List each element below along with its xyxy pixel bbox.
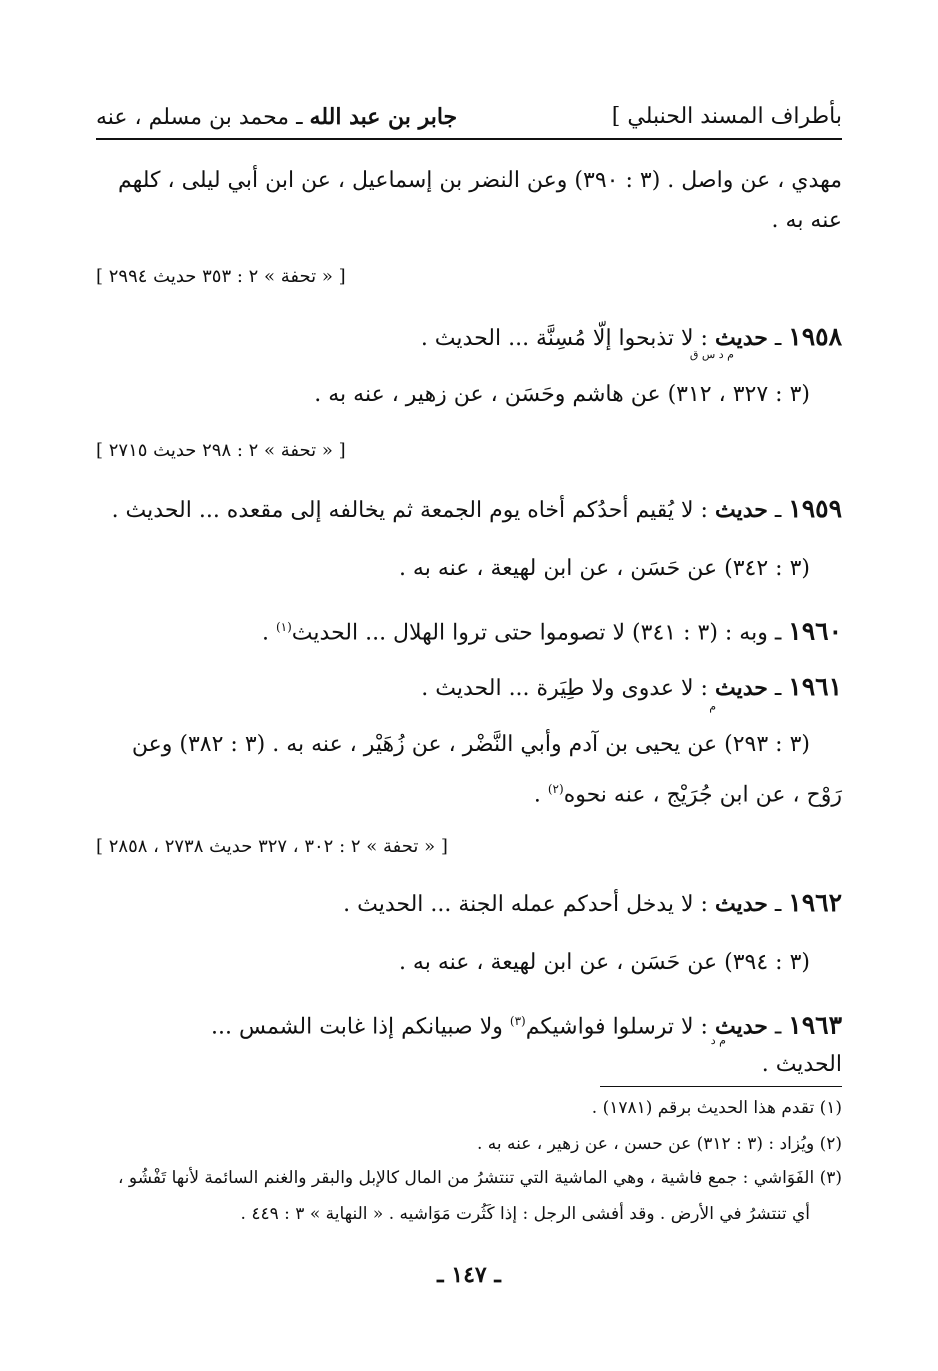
- hadith-1959: [112, 494, 842, 526]
- footnote-marker: (٢): [547, 782, 564, 796]
- hadith-number: ١٩٦٢: [788, 888, 842, 917]
- hadith-number: ١٩٥٩: [788, 494, 842, 523]
- isnad-1959: (٣ : ٣٤٢) عن حَسَن ، عن ابن لهيعة ، عنه به .: [398, 556, 810, 581]
- running-head-companion: جابر بن عبد الله: [309, 104, 458, 130]
- hadith-1961: [421, 672, 842, 704]
- hadith-text: : لا عدوى ولا طِيَرة ... الحديث .: [421, 676, 715, 701]
- hadith-1963-line-2: الحديث .: [761, 1052, 842, 1077]
- dash: ـ: [767, 676, 789, 701]
- hadith-1960: [262, 612, 842, 648]
- hadith-keyword: حديث: [714, 1013, 768, 1040]
- tuhfa-reference: [ « تحفة » ٢ : ٣٥٣ حديث ٢٩٩٤ ]: [96, 266, 346, 287]
- sigla: م د: [710, 1034, 726, 1047]
- footnote-2: (٢) ويُزاد : (٣ : ٣١٢) عن حسن ، عن زهير ، عنه به .: [476, 1134, 842, 1154]
- isnad-1958: (٣ : ٣٢٧ ، ٣١٢) عن هاشم وحَسَن ، عن زهير ، عنه به .: [314, 382, 810, 407]
- intro-line-1: مهدي ، عن واصل . (٣ : ٣٩٠) وعن النضر بن إسماعيل ، عن ابن أبي ليلى ، كلهم: [117, 168, 842, 193]
- hadith-text: : لا ترسلوا فواشيكم: [525, 1014, 715, 1040]
- dash: ـ: [767, 892, 789, 917]
- running-head-chain: ـ محمد بن مسلم ، عنه: [96, 105, 310, 130]
- dash: ـ: [767, 326, 789, 351]
- hadith-text: : لا يُقيم أحدُكم أخاه يوم الجمعة ثم يخالفه إلى مقعده ... الحديث .: [111, 498, 715, 523]
- footnote-marker: (٣): [509, 1014, 526, 1028]
- isnad-1962: (٣ : ٣٩٤) عن حَسَن ، عن ابن لهيعة ، عنه به .: [398, 950, 810, 975]
- hadith-keyword: حديث: [714, 891, 768, 917]
- tuhfa-reference: [ « تحفة » ٢ : ٣٠٢ ، ٣٢٧ حديث ٢٧٣٨ ، ٢٨٥٨ ]: [96, 836, 448, 857]
- running-head-section: [96, 104, 457, 130]
- isnad-1961-line-2: [534, 774, 842, 810]
- hadith-1963: [211, 1006, 842, 1042]
- footnote-1: (١) تقدم هذا الحديث برقم (١٧٨١) .: [591, 1098, 842, 1118]
- hadith-keyword: حديث: [714, 497, 768, 523]
- dash: ـ: [767, 498, 789, 523]
- footnote-marker: (١): [275, 620, 292, 634]
- hadith-text: : لا يدخل أحدكم عمله الجنة ... الحديث .: [343, 892, 715, 917]
- tuhfa-reference: [ « تحفة » ٢ : ٢٩٨ حديث ٢٧١٥ ]: [96, 440, 346, 461]
- hadith-number: ١٩٦١: [788, 672, 842, 701]
- hadith-keyword: حديث: [714, 675, 768, 701]
- hadith-text: ـ وبه : (٣ : ٣٤١) لا تصوموا حتى تروا الهلال ... الحديث: [291, 620, 789, 646]
- hadith-number: ١٩٦٠: [788, 616, 842, 646]
- running-head-book-title: بأطراف المسند الحنبلي ]: [611, 104, 842, 129]
- dash: ـ: [767, 1014, 789, 1040]
- sigla: م د س ق: [689, 348, 734, 361]
- hadith-number: ١٩٥٨: [788, 322, 842, 351]
- footnote-3-line-1: (٣) الفَوَاشي : جمع فاشية ، وهي الماشية التي تنتشرُ من المال كالإبل والبقر والغنم السائمة لأنها تَفْشُو ،: [118, 1168, 842, 1188]
- hadith-text-continued: ولا صبيانكم إذا غابت الشمس ...: [211, 1014, 510, 1040]
- hadith-1958: [421, 322, 842, 354]
- period: .: [261, 620, 276, 646]
- header-rule: [96, 138, 842, 140]
- hadith-number: ١٩٦٣: [788, 1010, 842, 1040]
- isnad-text: رَوْح ، عن ابن جُرَيْج ، عنه نحوه: [563, 782, 842, 808]
- sigla: م: [709, 700, 716, 713]
- hadith-keyword: حديث: [714, 325, 768, 351]
- hadith-text: : لا تذبحوا إلّا مُسِنَّة ... الحديث .: [420, 326, 715, 351]
- intro-line-2: عنه به .: [771, 208, 842, 233]
- footnote-separator: [600, 1086, 842, 1087]
- hadith-1962: [343, 888, 842, 920]
- period: .: [533, 782, 548, 808]
- page-number: ـ ١٤٧ ـ: [437, 1262, 501, 1288]
- footnote-3-line-2: أي تنتشرُ في الأرض . وقد أفشى الرجل : إذا كَثُرت مَوَاشيه . « النهاية » ٣ : ٤٤٩ .: [240, 1204, 810, 1224]
- isnad-1961-line-1: (٣ : ٢٩٣) عن يحيى بن آدم وأبي النَّضْر ، عن زُهَيْر ، عنه به . (٣ : ٣٨٢) وعن: [131, 732, 810, 757]
